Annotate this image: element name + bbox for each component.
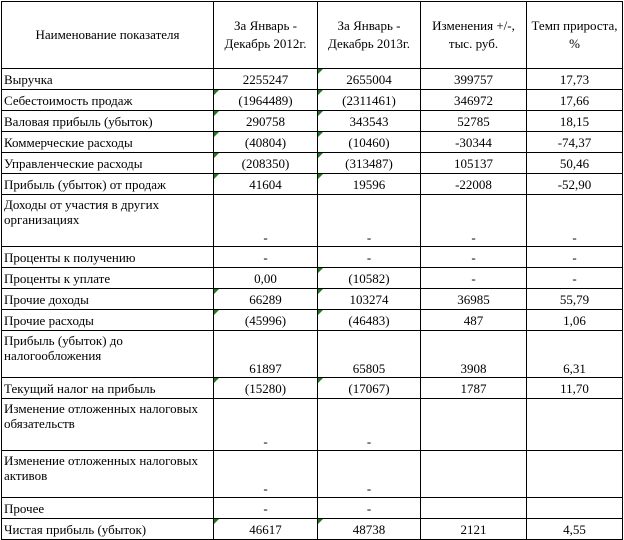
table-row: [2, 174, 623, 195]
table-row: [2, 268, 623, 289]
value-change: 487: [421, 310, 527, 331]
value-2012: (45996): [214, 310, 318, 331]
value-growth: [527, 399, 623, 451]
row-name: Прочее: [2, 498, 214, 519]
table-row: [2, 399, 623, 451]
header-indicator-name: Наименование показателя: [2, 2, 214, 69]
value-2012: 61897: [214, 331, 318, 378]
value-2012: -: [214, 247, 318, 268]
row-name: Прочие доходы: [2, 289, 214, 310]
row-name: Чистая прибыль (убыток): [2, 519, 214, 540]
value-growth: -74,37: [527, 132, 623, 153]
value-growth: 17,73: [527, 69, 623, 90]
value-growth: [527, 498, 623, 519]
value-2012: (208350): [214, 153, 318, 174]
table-row: [2, 195, 623, 247]
value-change: [421, 399, 527, 451]
row-name: Прибыль (убыток) до налогообложения: [2, 331, 214, 378]
value-growth: 4,55: [527, 519, 623, 540]
header-change: Изменения +/-, тыс. руб.: [421, 2, 527, 69]
table-row: [2, 132, 623, 153]
value-growth: 6,31: [527, 331, 623, 378]
value-growth: -: [527, 268, 623, 289]
value-2013: -: [318, 399, 421, 451]
row-name: Управленческие расходы: [2, 153, 214, 174]
value-change: 3908: [421, 331, 527, 378]
value-growth: 17,66: [527, 90, 623, 111]
row-name: Прибыль (убыток) от продаж: [2, 174, 214, 195]
value-change: 1787: [421, 378, 527, 399]
value-change: -: [421, 195, 527, 247]
value-change: -: [421, 247, 527, 268]
value-change: -: [421, 268, 527, 289]
header-row: [2, 2, 623, 69]
value-growth: 1,06: [527, 310, 623, 331]
value-change: [421, 451, 527, 498]
value-growth: 11,70: [527, 378, 623, 399]
row-name: Проценты к уплате: [2, 268, 214, 289]
value-growth: -52,90: [527, 174, 623, 195]
value-2013: 65805: [318, 331, 421, 378]
value-2013: (46483): [318, 310, 421, 331]
table-row: [2, 310, 623, 331]
value-2012: 46617: [214, 519, 318, 540]
value-2013: 2655004: [318, 69, 421, 90]
table-row: [2, 289, 623, 310]
value-growth: 18,15: [527, 111, 623, 132]
value-change: -22008: [421, 174, 527, 195]
value-2012: 290758: [214, 111, 318, 132]
value-2012: (40804): [214, 132, 318, 153]
table-row: [2, 451, 623, 498]
value-2012: 0,00: [214, 268, 318, 289]
value-2012: (1964489): [214, 90, 318, 111]
value-2013: -: [318, 498, 421, 519]
value-2013: 103274: [318, 289, 421, 310]
value-change: 399757: [421, 69, 527, 90]
value-2012: 41604: [214, 174, 318, 195]
value-change: 346972: [421, 90, 527, 111]
value-2012: -: [214, 498, 318, 519]
table-row: [2, 111, 623, 132]
table-row: [2, 90, 623, 111]
value-change: [421, 498, 527, 519]
header-growth-rate: Темп прироста, %: [527, 2, 623, 69]
value-2013: 343543: [318, 111, 421, 132]
value-2012: (15280): [214, 378, 318, 399]
table-row: [2, 247, 623, 268]
value-change: 52785: [421, 111, 527, 132]
value-growth: -: [527, 195, 623, 247]
value-change: 2121: [421, 519, 527, 540]
table-row: [2, 378, 623, 399]
header-year-2012: За Январь - Декабрь 2012г.: [214, 2, 318, 69]
value-2013: (10460): [318, 132, 421, 153]
table-row: [2, 519, 623, 540]
value-2012: 66289: [214, 289, 318, 310]
row-name: Выручка: [2, 69, 214, 90]
value-2013: -: [318, 195, 421, 247]
value-2013: 48738: [318, 519, 421, 540]
value-growth: [527, 451, 623, 498]
value-2013: (2311461): [318, 90, 421, 111]
value-change: 36985: [421, 289, 527, 310]
row-name: Текущий налог на прибыль: [2, 378, 214, 399]
value-growth: 50,46: [527, 153, 623, 174]
value-2012: 2255247: [214, 69, 318, 90]
row-name: Изменение отложенных налоговых активов: [2, 451, 214, 498]
row-name: Себестоимость продаж: [2, 90, 214, 111]
row-name: Валовая прибыль (убыток): [2, 111, 214, 132]
value-2013: -: [318, 247, 421, 268]
row-name: Проценты к получению: [2, 247, 214, 268]
table-row: [2, 331, 623, 378]
financial-results-table: [1, 1, 623, 540]
value-change: 105137: [421, 153, 527, 174]
value-growth: -: [527, 247, 623, 268]
value-2013: 19596: [318, 174, 421, 195]
row-name: Прочие расходы: [2, 310, 214, 331]
value-change: -30344: [421, 132, 527, 153]
row-name: Коммерческие расходы: [2, 132, 214, 153]
table-row: [2, 69, 623, 90]
table-row: [2, 498, 623, 519]
row-name: Доходы от участия в других организациях: [2, 195, 214, 247]
value-2012: -: [214, 195, 318, 247]
row-name: Изменение отложенных налоговых обязательств: [2, 399, 214, 451]
value-growth: 55,79: [527, 289, 623, 310]
value-2012: -: [214, 399, 318, 451]
value-2013: (10582): [318, 268, 421, 289]
value-2013: (313487): [318, 153, 421, 174]
header-year-2013: За Январь - Декабрь 2013г.: [318, 2, 421, 69]
table-row: [2, 153, 623, 174]
value-2013: -: [318, 451, 421, 498]
value-2012: -: [214, 451, 318, 498]
value-2013: (17067): [318, 378, 421, 399]
